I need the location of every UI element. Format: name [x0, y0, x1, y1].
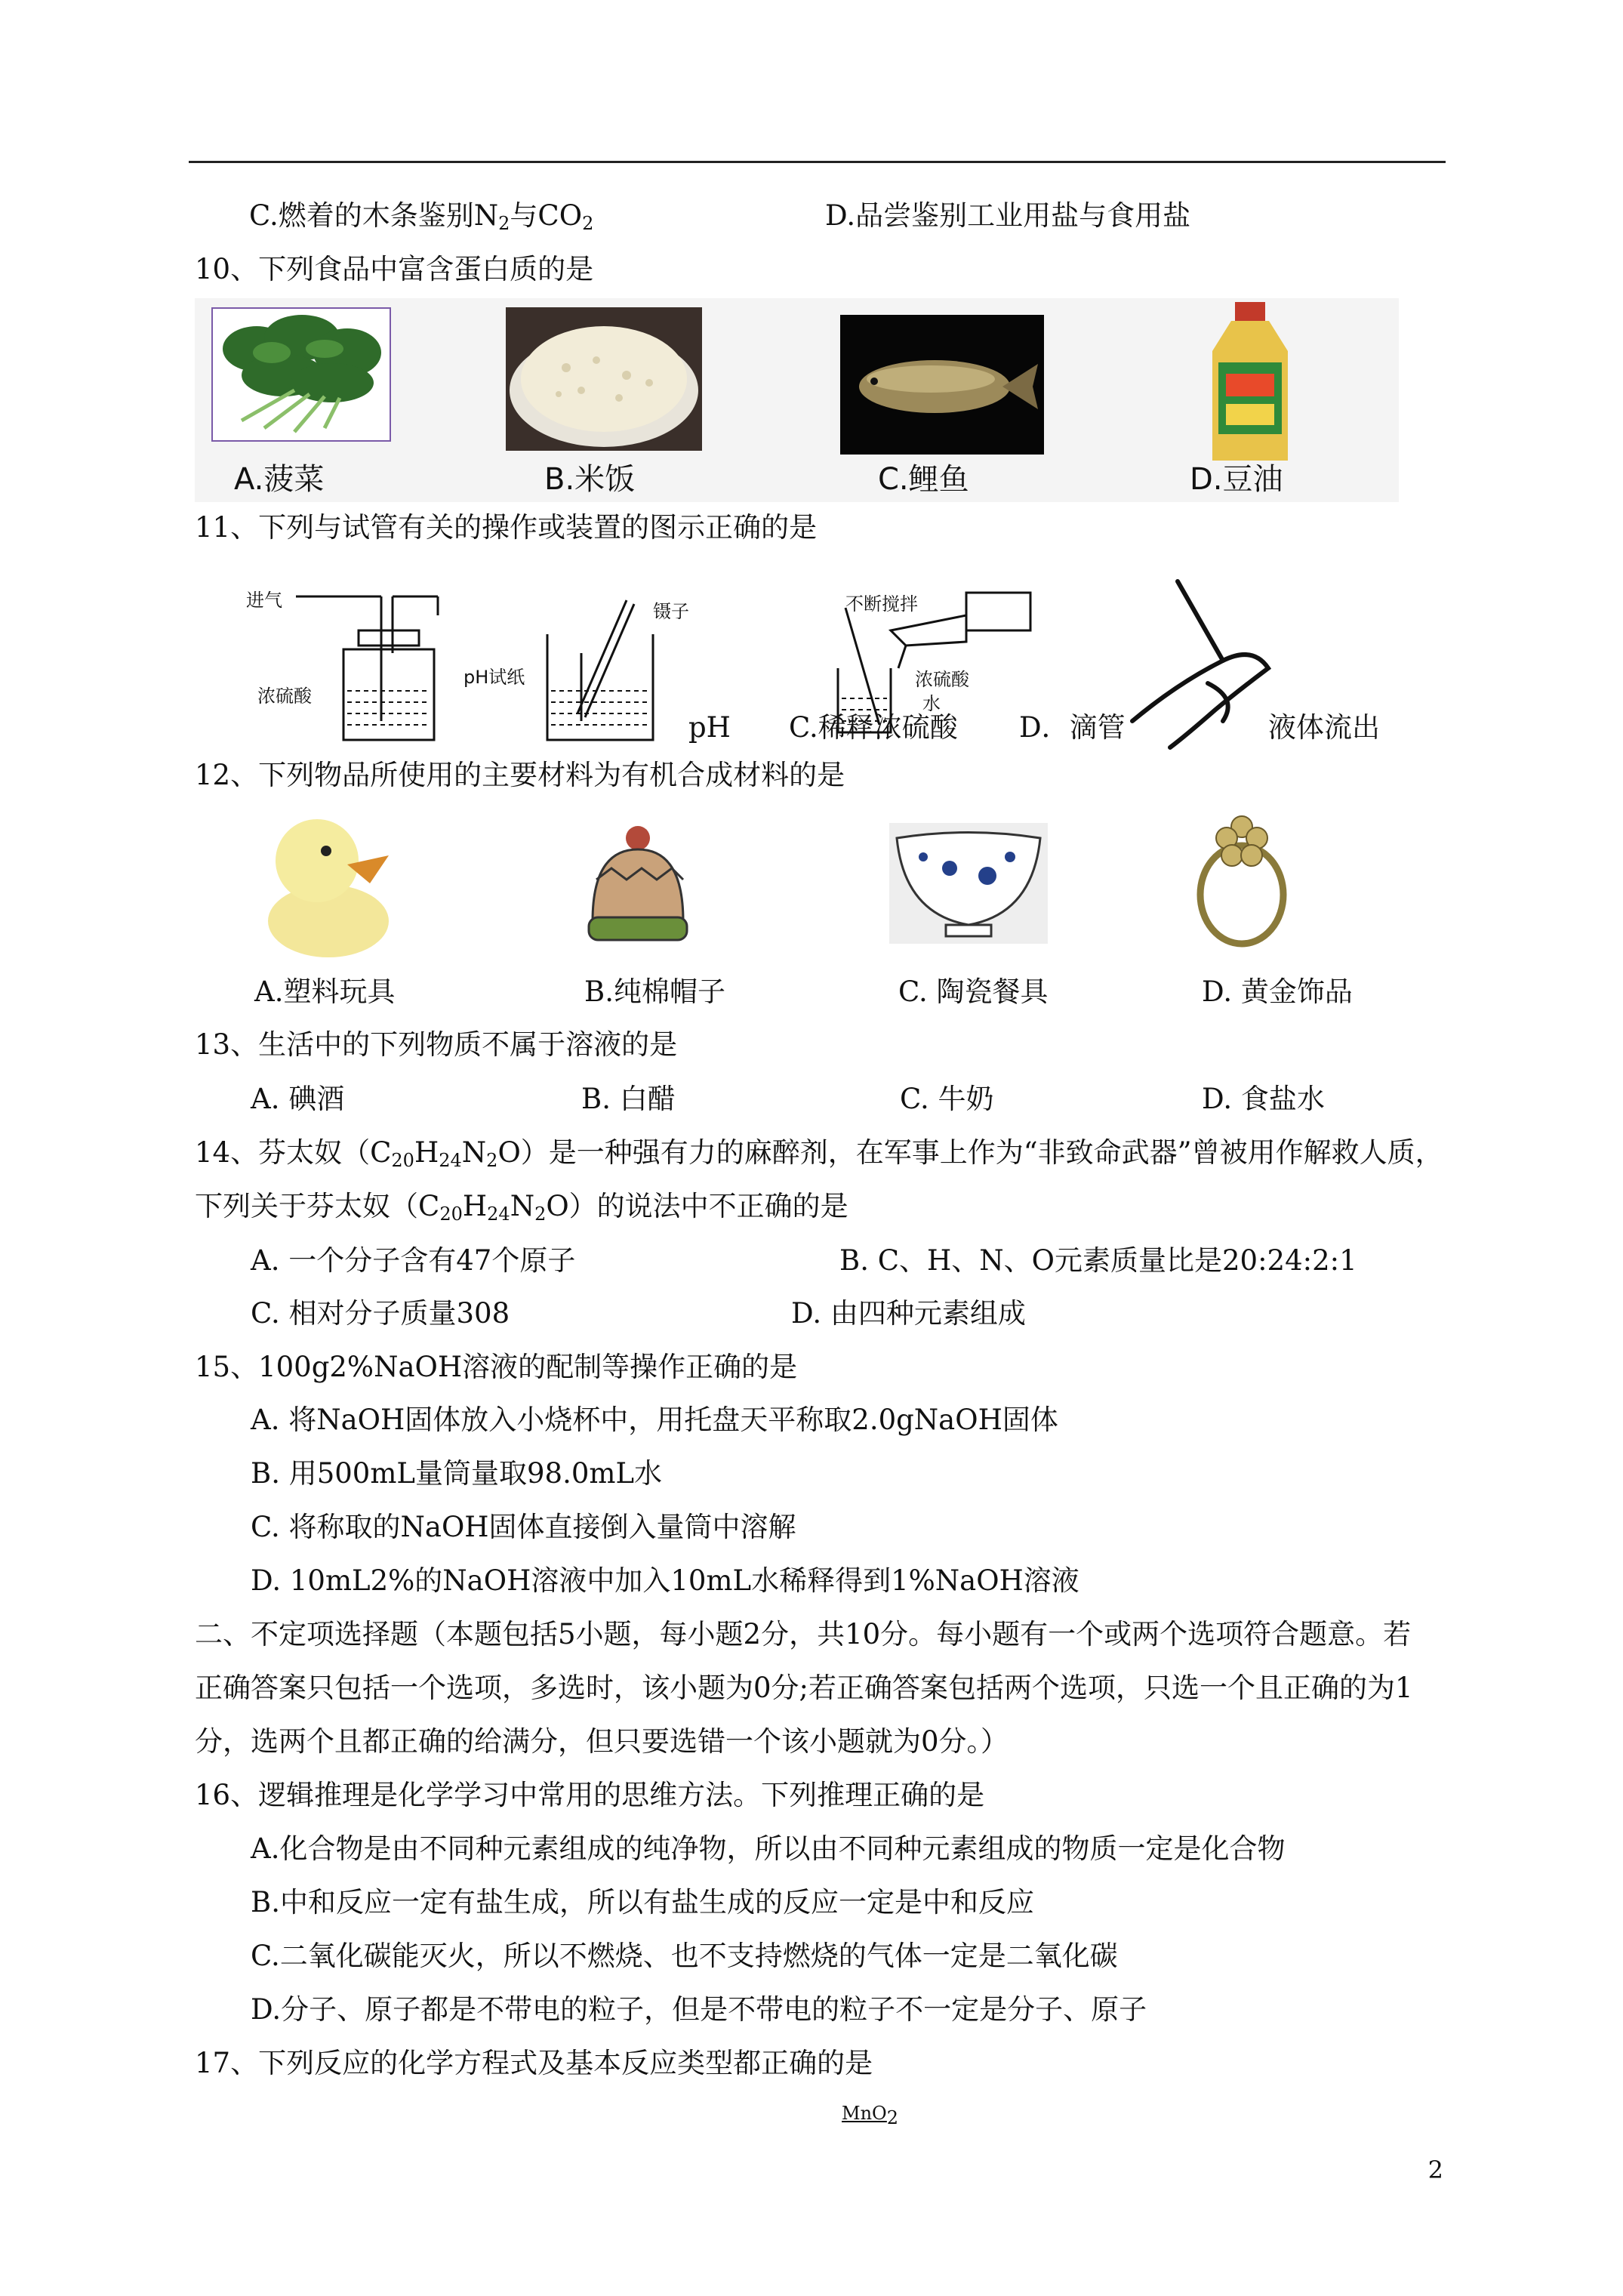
rice-image [506, 307, 702, 451]
q14-option-c: C. 相对分子质量308 [251, 1297, 510, 1330]
q11-caption-c: C.稀释浓硫酸 [789, 711, 958, 744]
q15-option-b: B. 用500mL量筒量取98.0mL水 [251, 1457, 663, 1490]
ceramic-bowl-image [889, 823, 1048, 944]
label-stir: 不断搅拌 [845, 593, 918, 615]
q12-option-b: B.纯棉帽子 [584, 975, 725, 1008]
q13-stem: 13、生活中的下列物质不属于溶液的是 [195, 1028, 678, 1061]
q16-option-a: A.化合物是由不同种元素组成的纯净物，所以由不同种元素组成的物质一定是化合物 [251, 1832, 1286, 1865]
catalyst-label: MnO$_2$ [842, 2103, 898, 2128]
q16-option-c: C.二氧化碳能灭火，所以不燃烧、也不支持燃烧的气体一定是二氧化碳 [251, 1940, 1118, 1972]
q9-option-d: D.品尝鉴别工业用盐与食用盐 [825, 199, 1191, 232]
q15-option-d: D. 10mL2%的NaOH溶液中加入10mL水稀释得到1%NaOH溶液 [251, 1564, 1079, 1597]
section2-instructions-line3: 分，选两个且都正确的给满分，但只要选错一个该小题就为0分。） [195, 1725, 1009, 1758]
q16-option-b: B.中和反应一定有盐生成，所以有盐生成的反应一定是中和反应 [251, 1886, 1034, 1918]
q12-option-a: A.塑料玩具 [254, 975, 396, 1008]
q15-stem: 15、100g2%NaOH溶液的配制等操作正确的是 [195, 1351, 798, 1383]
q12-option-c: C. 陶瓷餐具 [898, 975, 1049, 1008]
q13-option-a: A. 碘酒 [251, 1083, 345, 1115]
q13-option-d: D. 食盐水 [1202, 1083, 1325, 1115]
carp-image [840, 315, 1044, 455]
q14-option-d: D. 由四种元素组成 [791, 1297, 1026, 1330]
q10-option-b: B.米饭 [544, 462, 636, 497]
q14-option-b: B. C、H、N、O元素质量比是20:24:2:1 [839, 1244, 1357, 1277]
q12-stem: 12、下列物品所使用的主要材料为有机合成材料的是 [195, 759, 845, 791]
q11-caption-d-tail: 液体流出 [1268, 711, 1380, 744]
cotton-hat-image [581, 823, 694, 951]
label-water: 水 [922, 693, 941, 714]
q13-option-b: B. 白醋 [581, 1083, 676, 1115]
q12-option-d: D. 黄金饰品 [1202, 975, 1353, 1008]
plastic-duck-image [257, 812, 396, 959]
q16-stem: 16、逻辑推理是化学学习中常用的思维方法。下列推理正确的是 [195, 1779, 985, 1811]
q10-option-d: D.豆油 [1190, 462, 1283, 497]
spinach-image [211, 307, 391, 442]
q15-option-c: C. 将称取的NaOH固体直接倒入量筒中溶解 [251, 1511, 796, 1543]
label-ph-paper: pH试纸 [463, 667, 525, 688]
q9-option-c: C.燃着的木条鉴别$N_2$与$CO_2$ [249, 199, 594, 234]
q14-stem-line2: 下列关于芬太奴$(C_{20}H_{24}N_2O)$的说法中不正确的是 [195, 1190, 848, 1225]
q17-stem: 17、下列反应的化学方程式及基本反应类型都正确的是 [195, 2047, 873, 2079]
q10-option-a: A.菠菜 [234, 462, 325, 497]
section2-instructions-line2: 正确答案只包括一个选项，多选时，该小题为0分;若正确答案包括两个选项，只选一个且正确的为1 [195, 1672, 1413, 1704]
q14-stem-line1: 14、芬太奴$(C_{20}H_{24}N_2O)$是一种强有力的麻醉剂，在军事上作为“非致命武器”曾被用作解救人质， [195, 1136, 1443, 1171]
q11-caption-b-tail: pH [688, 711, 731, 744]
label-tweezers: 镊子 [653, 601, 689, 622]
soy-oil-image [1190, 298, 1318, 468]
q10-image-strip [195, 298, 1399, 502]
q10-stem: 10、下列食品中富含蛋白质的是 [195, 253, 594, 285]
label-conc-acid-c: 浓硫酸 [915, 669, 969, 690]
section2-instructions-line1: 二、不定项选择题（本题包括5小题，每小题2分，共10分。每小题有一个或两个选项符合题意。若 [195, 1618, 1412, 1650]
q14-option-a: A. 一个分子含有47个原子 [251, 1244, 576, 1277]
header-rule [189, 161, 1446, 163]
gold-ring-image [1185, 804, 1298, 955]
q11-caption-d-head: D．滴管 [1019, 711, 1126, 744]
q10-option-c: C.鲤鱼 [878, 462, 969, 497]
q15-option-a: A. 将NaOH固体放入小烧杯中，用托盘天平称取2.0gNaOH固体 [251, 1404, 1058, 1436]
q13-option-c: C. 牛奶 [900, 1083, 994, 1115]
page-number: 2 [1427, 2156, 1443, 2184]
label-inlet: 进气 [246, 590, 282, 611]
q11-stem: 11、下列与试管有关的操作或装置的图示正确的是 [195, 511, 818, 544]
q16-option-d: D.分子、原子都是不带电的粒子，但是不带电的粒子不一定是分子、原子 [251, 1993, 1147, 2026]
label-conc-acid-a: 浓硫酸 [257, 686, 312, 707]
